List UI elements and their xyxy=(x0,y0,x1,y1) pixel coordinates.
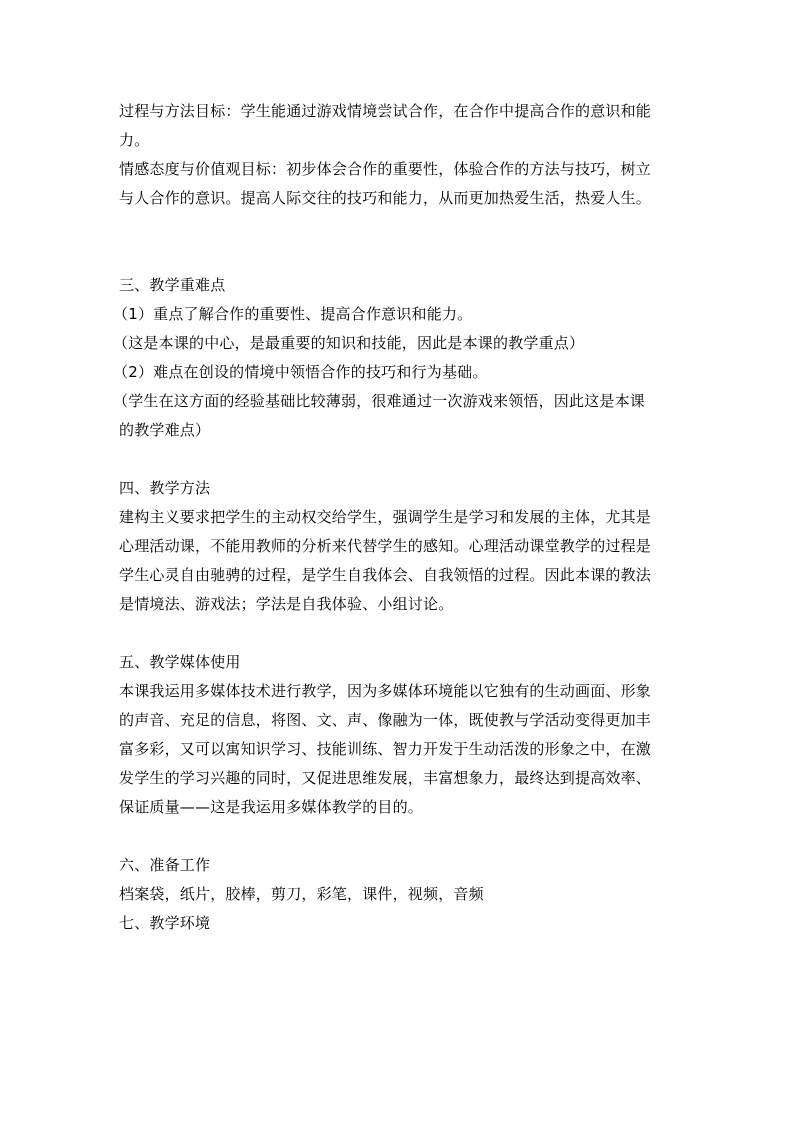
key-point-1-note: （这是本课的中心，是最重要的知识和技能，因此是本课的教学重点） xyxy=(113,334,585,352)
method-line-4: 是情境法、游戏法；学法是自我体验、小组讨论。 xyxy=(119,595,454,613)
key-point-2: （2）难点在创设的情境中领悟合作的技巧和行为基础。 xyxy=(113,363,488,381)
section-5-heading: 五、教学媒体使用 xyxy=(119,653,241,671)
section-spacer xyxy=(119,822,679,851)
emotion-goal-line-1: 情感态度与价值观目标：初步体会合作的重要性，体验合作的方法与技巧，树立 xyxy=(119,160,652,178)
method-line-1: 建构主义要求把学生的主动权交给学生，强调学生是学习和发展的主体，尤其是 xyxy=(119,508,652,526)
key-point-2-note-line-2: 的教学难点） xyxy=(119,421,211,439)
method-line-2: 心理活动课，不能用教师的分析来代替学生的感知。心理活动课堂教学的过程是 xyxy=(119,537,652,555)
process-goal-line-1: 过程与方法目标：学生能通过游戏情境尝试合作，在合作中提高合作的意识和能 xyxy=(119,102,652,120)
media-line-1: 本课我运用多媒体技术进行教学，因为多媒体环境能以它独有的生动画面、形象 xyxy=(119,682,652,700)
media-line-4: 发学生的学习兴趣的同时，又促进思维发展，丰富想象力，最终达到提高效率、 xyxy=(119,769,652,787)
emotion-goal-line-2: 与人合作的意识。提高人际交往的技巧和能力，从而更加热爱生活，热爱人生。 xyxy=(119,189,652,207)
key-point-1: （1）重点了解合作的重要性、提高合作意识和能力。 xyxy=(113,305,473,323)
media-line-5: 保证质量——这是我运用多媒体教学的目的。 xyxy=(119,798,424,816)
key-point-2-note-line-1: （学生在这方面的经验基础比较薄弱，很难通过一次游戏来领悟，因此这是本课 xyxy=(113,392,646,410)
process-goal-line-2: 力。 xyxy=(119,131,150,149)
method-line-3: 学生心灵自由驰骋的过程，是学生自我体会、自我领悟的过程。因此本课的教法 xyxy=(119,566,652,584)
section-spacer xyxy=(119,619,679,648)
section-6-heading: 六、准备工作 xyxy=(119,856,211,874)
media-line-2: 的声音、充足的信息，将图、文、声、像融为一体，既使教与学活动变得更加丰 xyxy=(119,711,652,729)
media-line-3: 富多彩，又可以寓知识学习、技能训练、智力开发于生动活泼的形象之中，在激 xyxy=(119,740,652,758)
section-7-heading: 七、教学环境 xyxy=(119,914,211,932)
materials-list: 档案袋，纸片，胶棒，剪刀，彩笔，课件，视频，音频 xyxy=(119,885,484,903)
document-body xyxy=(113,97,679,938)
section-spacer xyxy=(119,213,679,271)
section-3-heading: 三、教学重难点 xyxy=(119,276,226,294)
section-spacer xyxy=(119,445,679,474)
section-4-heading: 四、教学方法 xyxy=(119,479,211,497)
